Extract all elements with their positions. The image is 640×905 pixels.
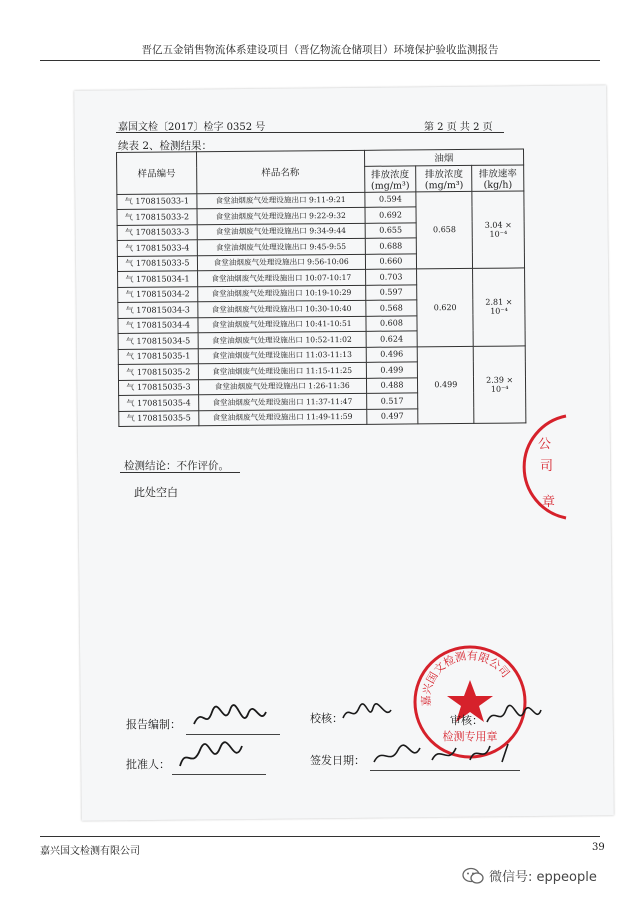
emission-conc-cell: 0.692: [365, 207, 417, 223]
emission-conc-cell: 0.655: [365, 222, 417, 238]
results-table: [116, 148, 526, 427]
emission-conc-cell: 0.499: [366, 362, 418, 378]
sample-id-cell: 气 170815034-3: [118, 302, 198, 318]
table-row: [118, 345, 525, 364]
sample-name-cell: 食堂油烟废气处理设施出口 1:26-11:36: [198, 378, 366, 395]
compiled-by-label: 报告编制：: [126, 718, 181, 731]
sample-id-cell: 气 170815034-5: [118, 333, 198, 349]
checked-by-signature: [340, 700, 394, 726]
sample-id-cell: 气 170815035-2: [118, 364, 198, 380]
edge-seal-text-2: 司: [540, 459, 554, 474]
emission-rate-cell: 3.04 × 10⁻⁴: [472, 190, 524, 268]
emission-conc-cell: 0.497: [366, 408, 418, 424]
approver-label: 批准人：: [126, 758, 170, 771]
approver-signature: [176, 738, 250, 774]
emission-conc-cell: 0.517: [366, 393, 418, 409]
issue-date-line: [370, 770, 520, 771]
svg-text:检测专用章: 检测专用章: [442, 730, 498, 743]
header-emission-rate: 排放速率 (kg/h): [472, 164, 524, 190]
header-sample-name: 样品名称: [196, 150, 364, 193]
compiled-by-line: [186, 734, 280, 735]
emission-conc-cell: 0.660: [365, 253, 417, 269]
emission-conc-cell: 0.703: [365, 269, 417, 285]
sample-name-cell: 食堂油烟废气处理设施出口 10:30-10:40: [198, 300, 366, 317]
sample-name-cell: 食堂油烟废气处理设施出口 9:34-9:44: [197, 223, 365, 240]
page-indicator: 第 2 页 共 2 页: [424, 122, 493, 133]
conclusion-underline: [120, 472, 240, 473]
sample-name-cell: 食堂油烟废气处理设施出口 9:56-10:06: [197, 254, 365, 271]
sample-name-cell: 食堂油烟废气处理设施出口 10:19-10:29: [198, 285, 366, 302]
document-top-rule: [116, 132, 504, 133]
sample-name-cell: 食堂油烟废气处理设施出口 11:03-11:13: [198, 347, 366, 364]
sample-name-cell: 食堂油烟废气处理设施出口 10:41-10:51: [198, 316, 366, 333]
edge-seal-stamp: [516, 412, 576, 522]
test-conclusion: 检测结论：不作评价。: [124, 460, 229, 472]
table-row: [117, 190, 524, 209]
sample-name-cell: 食堂油烟废气处理设施出口 9:11-9:21: [197, 192, 365, 209]
wechat-icon: [462, 867, 484, 885]
edge-seal-text-1: 公: [538, 437, 552, 452]
sample-name-cell: 食堂油烟废气处理设施出口 9:45-9:55: [197, 238, 365, 255]
header-rule: [40, 60, 600, 61]
report-header-title: 晋亿五金销售物流体系建设项目（晋亿物流仓储项目）环境保护验收监测报告: [141, 44, 499, 56]
sample-id-cell: 气 170815033-3: [117, 224, 197, 240]
avg-conc-cell: 0.620: [417, 268, 474, 346]
reviewed-by-signature: [484, 702, 544, 730]
sample-id-cell: 气 170815033-1: [117, 193, 197, 209]
sample-id-cell: 气 170815033-4: [117, 240, 197, 256]
sample-name-cell: 食堂油烟废气处理设施出口 9:22-9:32: [197, 207, 365, 224]
emission-conc-cell: 0.568: [365, 300, 417, 316]
sample-id-cell: 气 170815034-2: [118, 286, 198, 302]
avg-conc-cell: 0.658: [416, 191, 473, 269]
checked-by-label: 校核：: [310, 712, 343, 725]
issue-date-handwriting: [370, 736, 520, 770]
emission-conc-cell: 0.594: [364, 191, 416, 207]
sample-name-cell: 食堂油烟废气处理设施出口 11:49-11:59: [199, 409, 367, 426]
issue-date-value: [0, 0, 1, 1]
sample-name-cell: 食堂油烟废气处理设施出口 11:37-11:47: [198, 393, 366, 410]
emission-conc-cell: 0.624: [366, 331, 418, 347]
emission-conc-cell: 0.496: [366, 346, 418, 362]
sample-id-cell: 气 170815033-5: [117, 255, 197, 271]
header-emission-conc: 排放浓度 (mg/m³): [364, 165, 416, 191]
sample-name-cell: 食堂油烟废气处理设施出口 10:07-10:17: [197, 269, 365, 286]
results-body: [117, 190, 526, 426]
emission-conc-cell: 0.488: [366, 377, 418, 393]
footer-company: 嘉兴国文检测有限公司: [40, 846, 140, 857]
sample-id-cell: 气 170815035-1: [118, 348, 198, 364]
emission-conc-cell: 0.688: [365, 238, 417, 254]
sample-name-cell: 食堂油烟废气处理设施出口 10:52-11:02: [198, 331, 366, 348]
emission-rate-cell: 2.39 × 10⁻⁴: [473, 345, 525, 423]
emission-conc-cell: 0.608: [365, 315, 417, 331]
compiled-by-signature: [190, 700, 270, 734]
wechat-watermark: [462, 866, 597, 885]
footer-rule: [40, 836, 600, 837]
document-number: 嘉国文检〔2017〕检字 0352 号: [118, 122, 266, 133]
sample-name-cell: 食堂油烟废气处理设施出口 11:15-11:25: [198, 362, 366, 379]
emission-conc-cell: 0.597: [365, 284, 417, 300]
header-group-oil-fume: 油烟: [364, 149, 524, 166]
sample-id-cell: 气 170815033-2: [117, 209, 197, 225]
sample-id-cell: 气 170815034-4: [118, 317, 198, 333]
avg-conc-cell: 0.499: [418, 346, 475, 424]
header-sample-id: 样品编号: [117, 152, 197, 194]
sample-id-cell: 气 170815035-4: [119, 395, 199, 411]
header-avg-conc: 排放浓度 (mg/m³): [416, 165, 472, 191]
edge-seal-text-3: 章: [542, 495, 556, 510]
watermark-text: 微信号: eppeople: [489, 870, 597, 885]
svg-text:嘉兴国文检测有限公司: 嘉兴国文检测有限公司: [419, 649, 513, 707]
sample-id-cell: 气 170815035-3: [118, 379, 198, 395]
table-caption: 续表 2、检测结果：: [118, 140, 213, 152]
blank-note: 此处空白: [134, 486, 178, 499]
sample-id-cell: 气 170815034-1: [118, 271, 198, 287]
issue-date-label: 签发日期：: [310, 754, 365, 767]
footer-page-number: 39: [592, 842, 605, 853]
emission-rate-cell: 2.81 × 10⁻⁴: [473, 268, 525, 346]
sample-id-cell: 气 170815035-5: [119, 410, 199, 426]
approver-line: [172, 774, 266, 775]
reviewed-by-label: 审核：: [450, 714, 483, 727]
table-row: [118, 268, 525, 287]
